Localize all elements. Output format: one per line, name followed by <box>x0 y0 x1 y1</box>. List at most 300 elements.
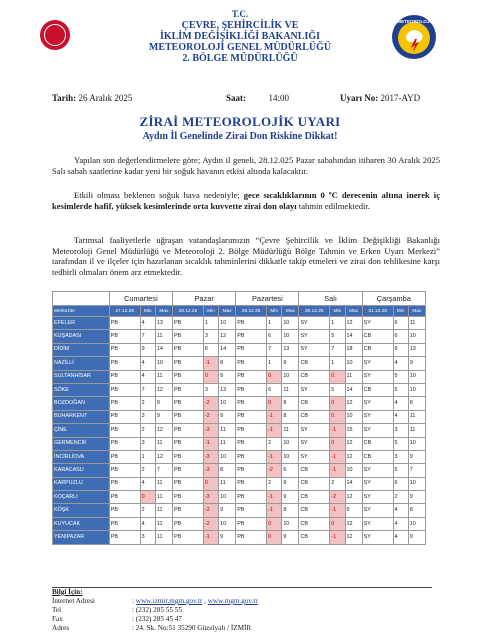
cell-max: 12 <box>345 397 362 410</box>
cell-min: 6 <box>393 317 408 330</box>
max-header: Max <box>155 306 172 317</box>
cell-event: PB <box>236 317 267 330</box>
cell-max: 10 <box>282 330 299 343</box>
cell-event: PB <box>173 357 204 370</box>
cell-min: 1 <box>330 317 345 330</box>
cell-event: PB <box>173 317 204 330</box>
table-row <box>53 397 426 410</box>
cell-event: SY <box>362 477 393 490</box>
cell-min: 2 <box>140 504 155 517</box>
colon: : <box>132 615 134 623</box>
cell-min: 3 <box>140 410 155 423</box>
cell-min: -2 <box>203 504 218 517</box>
cell-min: 4 <box>393 504 408 517</box>
date-value: 26 Aralık 2025 <box>78 93 133 103</box>
cell-event: PB <box>173 450 204 463</box>
cell-min: 6 <box>203 343 218 356</box>
link-mgm[interactable]: www.mgm.gov.tr <box>207 597 258 605</box>
cell-event: PB <box>109 383 140 396</box>
cell-max: 10 <box>282 370 299 383</box>
cell-min: -1 <box>330 531 345 544</box>
cell-max: 13 <box>155 317 172 330</box>
cell-event: PB <box>173 531 204 544</box>
cell-event: CB <box>299 477 330 490</box>
cell-max: 11 <box>155 437 172 450</box>
cell-event: SY <box>362 517 393 530</box>
cell-min: 0 <box>330 410 345 423</box>
cell-max: 6 <box>282 464 299 477</box>
cell-event: PB <box>173 330 204 343</box>
cell-min: 9 <box>140 343 155 356</box>
cell-max: 12 <box>345 437 362 450</box>
date-header: 30.12.25 <box>299 306 330 317</box>
min-header: Min <box>330 306 345 317</box>
cell-event: SY <box>362 424 393 437</box>
cell-min: -1 <box>330 450 345 463</box>
paragraph-2-text-c: tahmin edilmektedir. <box>296 200 370 211</box>
district-name: KARPUZLU <box>53 477 110 490</box>
day-header: Pazar <box>173 292 236 306</box>
cell-min: 0 <box>330 517 345 530</box>
cell-max: 10 <box>219 450 236 463</box>
cell-event: PB <box>109 370 140 383</box>
cell-max: 11 <box>219 437 236 450</box>
paragraph-2-text-a: Etkili olması beklenen soğuk hava nedeniyle; <box>74 190 244 200</box>
cell-min: 4 <box>393 397 408 410</box>
cell-max: 10 <box>408 370 425 383</box>
cell-min: 4 <box>140 370 155 383</box>
table-row <box>53 464 426 477</box>
letterhead-directorate: METEOROLOJİ GENEL MÜDÜRLÜĞÜ <box>148 42 332 53</box>
cell-min: -1 <box>203 437 218 450</box>
cell-max: 11 <box>408 410 425 423</box>
cell-max: 10 <box>219 491 236 504</box>
colon: : <box>132 606 134 614</box>
cell-max: 11 <box>155 504 172 517</box>
address-value: 24. Sk. No:51 35290 Güzelyalı / İZMİR <box>135 624 252 632</box>
cell-min: -1 <box>330 464 345 477</box>
cell-max: 10 <box>219 517 236 530</box>
cell-max: 9 <box>282 531 299 544</box>
cell-max: 12 <box>155 424 172 437</box>
cell-min: 7 <box>140 383 155 396</box>
cell-max: 7 <box>408 464 425 477</box>
cell-event: PB <box>173 477 204 490</box>
cell-max: 11 <box>155 517 172 530</box>
cell-min: 0 <box>330 437 345 450</box>
cell-max: 11 <box>408 424 425 437</box>
warning-no-label: Uyarı No: <box>340 93 379 103</box>
cell-event: PB <box>109 450 140 463</box>
cell-event: PB <box>236 330 267 343</box>
district-name: SULTANHİSAR <box>53 370 110 383</box>
cell-max: 8 <box>408 397 425 410</box>
cell-min: 4 <box>140 517 155 530</box>
letterhead-region: 2. BÖLGE MÜDÜRLÜĞÜ <box>182 53 298 64</box>
cell-max: 10 <box>408 477 425 490</box>
cell-event: PB <box>236 383 267 396</box>
cell-min: 1 <box>267 357 282 370</box>
cell-min: 2 <box>267 437 282 450</box>
table-row <box>53 343 426 356</box>
max-header: Max <box>282 306 299 317</box>
cell-event: PB <box>173 383 204 396</box>
cell-max: 11 <box>155 330 172 343</box>
cell-min: 2 <box>330 477 345 490</box>
cell-min: -3 <box>203 424 218 437</box>
date-header: 28.12.25 <box>173 306 204 317</box>
cell-event: PB <box>109 343 140 356</box>
cell-min: 1 <box>267 317 282 330</box>
cell-min: 5 <box>393 383 408 396</box>
cell-min: 6 <box>267 330 282 343</box>
cell-event: CB <box>299 517 330 530</box>
district-name: BUHARKENT <box>53 410 110 423</box>
table-row <box>53 383 426 396</box>
table-corner <box>53 292 110 306</box>
cell-min: 3 <box>203 330 218 343</box>
cell-event: PB <box>236 491 267 504</box>
letterhead-tc: T.C. <box>231 9 249 19</box>
warning-no-value: 2017-AYD <box>380 93 421 103</box>
district-name: NAZİLLİ <box>53 357 110 370</box>
cell-max: 7 <box>155 464 172 477</box>
footer-internet <box>52 597 258 605</box>
district-name: İNCİRLİOVA <box>53 450 110 463</box>
date-header: 27.12.25 <box>109 306 140 317</box>
link-separator: , <box>202 597 208 605</box>
cell-min: 7 <box>140 330 155 343</box>
cell-min: 7 <box>267 343 282 356</box>
cell-event: PB <box>173 491 204 504</box>
table-row <box>53 531 426 544</box>
cell-min: 7 <box>330 343 345 356</box>
table-row <box>53 504 426 517</box>
table-row <box>53 491 426 504</box>
address-label: Adres <box>52 624 70 632</box>
district-name: GERMENCİK <box>53 437 110 450</box>
cell-min: -1 <box>203 357 218 370</box>
cell-max: 9 <box>345 504 362 517</box>
paragraph-3 <box>52 235 440 277</box>
cell-min: -3 <box>203 464 218 477</box>
cell-max: 12 <box>219 330 236 343</box>
cell-event: PB <box>236 343 267 356</box>
cell-event: PB <box>173 437 204 450</box>
district-name: KUYUCAK <box>53 517 110 530</box>
cell-min: 4 <box>393 517 408 530</box>
table-row <box>53 410 426 423</box>
cell-max: 8 <box>282 504 299 517</box>
internet-label: İnternet Adresi <box>52 597 95 605</box>
district-column-header: Merkezler <box>53 306 110 317</box>
cell-min: -1 <box>267 504 282 517</box>
cell-max: 11 <box>155 370 172 383</box>
cell-min: 6 <box>393 330 408 343</box>
cell-min: 4 <box>393 531 408 544</box>
day-header: Cumartesi <box>109 292 172 306</box>
cell-min: -1 <box>267 424 282 437</box>
cell-max: 9 <box>282 357 299 370</box>
cell-min: -1 <box>330 424 345 437</box>
meteorology-logo <box>391 14 437 60</box>
tel-label: Tel <box>52 606 62 614</box>
forecast-table <box>52 291 426 545</box>
cell-event: SY <box>362 357 393 370</box>
cell-max: 10 <box>219 397 236 410</box>
cell-event: PB <box>236 397 267 410</box>
cell-min: 3 <box>393 450 408 463</box>
cell-min: 4 <box>140 357 155 370</box>
table-row <box>53 424 426 437</box>
day-header: Salı <box>299 292 362 306</box>
district-name: KÖŞK <box>53 504 110 517</box>
colon: : <box>132 624 134 632</box>
cell-min: 0 <box>203 370 218 383</box>
paragraph-1-text: Yapılan son değerlendirmelere göre; Aydın il geneli, 28.12.025 Pazar sabahından itibaren 30 Aralık 2025 Salı sabah saatlerine kadar yeni bir soğuk havanın etkisi altında kalacaktır. <box>52 155 440 176</box>
cell-event: PB <box>173 370 204 383</box>
table-row <box>53 450 426 463</box>
cell-min: 2 <box>140 424 155 437</box>
table-subheader-row <box>53 306 426 317</box>
cell-min: 4 <box>140 317 155 330</box>
cell-max: 11 <box>219 424 236 437</box>
cell-min: -2 <box>330 491 345 504</box>
district-name: YENİPAZAR <box>53 531 110 544</box>
cell-event: CB <box>362 330 393 343</box>
cell-event: SY <box>299 450 330 463</box>
cell-min: 6 <box>267 383 282 396</box>
footer-heading: Bilgi İçin: <box>52 588 83 596</box>
paragraph-1 <box>52 155 440 176</box>
forecast-table-body <box>53 317 426 545</box>
document-title: ZİRAİ METEOROLOJİK UYARI <box>139 114 341 129</box>
cell-min: 4 <box>393 357 408 370</box>
cell-max: 11 <box>408 317 425 330</box>
day-header: Pazartesi <box>236 292 299 306</box>
district-name: KUŞADASI <box>53 330 110 343</box>
cell-event: PB <box>236 410 267 423</box>
document-subtitle: Aydın İl Genelinde Zirai Don Riskine Dikkat! <box>142 131 338 142</box>
cell-max: 10 <box>219 317 236 330</box>
time-field <box>226 93 289 103</box>
cell-max: 9 <box>219 370 236 383</box>
cell-event: PB <box>173 504 204 517</box>
cell-event: PB <box>173 464 204 477</box>
cell-max: 10 <box>345 357 362 370</box>
cell-min: 3 <box>140 437 155 450</box>
cell-max: 11 <box>155 477 172 490</box>
cell-event: SY <box>299 424 330 437</box>
cell-max: 12 <box>345 450 362 463</box>
cell-max: 10 <box>345 410 362 423</box>
cell-max: 14 <box>345 330 362 343</box>
cell-min: 1 <box>203 317 218 330</box>
cell-event: CB <box>299 370 330 383</box>
cell-max: 10 <box>345 464 362 477</box>
cell-max: 11 <box>345 370 362 383</box>
date-header: 29.12.25 <box>236 306 267 317</box>
cell-max: 12 <box>155 450 172 463</box>
cell-max: 10 <box>408 330 425 343</box>
min-header: Min <box>393 306 408 317</box>
cell-event: SY <box>299 330 330 343</box>
cell-max: 13 <box>408 343 425 356</box>
tel-value: (232) 285 55 55 <box>135 606 182 614</box>
cell-max: 9 <box>282 491 299 504</box>
cell-event: CB <box>299 357 330 370</box>
max-header: Max <box>345 306 362 317</box>
cell-min: 0 <box>267 531 282 544</box>
cell-min: 5 <box>393 464 408 477</box>
cell-min: 3 <box>203 383 218 396</box>
cell-min: 0 <box>267 370 282 383</box>
cell-min: 4 <box>393 410 408 423</box>
cell-event: PB <box>236 370 267 383</box>
cell-min: 0 <box>203 477 218 490</box>
cell-min: 2 <box>140 464 155 477</box>
time-label: Saat: <box>226 93 246 103</box>
cell-max: 13 <box>219 383 236 396</box>
max-header: Max <box>219 306 236 317</box>
letterhead-ministry-2: İKLİM DEĞİŞİKLİĞİ BAKANLIĞI <box>159 31 321 42</box>
cell-min: 4 <box>140 477 155 490</box>
cell-max: 9 <box>408 531 425 544</box>
cell-event: CB <box>362 383 393 396</box>
cell-min: 0 <box>140 491 155 504</box>
cell-event: PB <box>236 517 267 530</box>
cell-max: 9 <box>408 450 425 463</box>
letterhead-ministry-1: ÇEVRE, ŞEHİRCİLİK VE <box>181 20 299 31</box>
cell-event: CB <box>299 464 330 477</box>
cell-event: PB <box>109 504 140 517</box>
max-header: Max <box>408 306 425 317</box>
cell-event: PB <box>236 477 267 490</box>
link-izmir-mgm[interactable]: www.izmir.mgm.gov.tr <box>135 597 203 605</box>
cell-event: PB <box>173 424 204 437</box>
cell-event: CB <box>362 343 393 356</box>
cell-max: 18 <box>345 343 362 356</box>
cell-max: 12 <box>155 383 172 396</box>
cell-max: 8 <box>408 504 425 517</box>
cell-event: PB <box>109 464 140 477</box>
cell-max: 12 <box>345 317 362 330</box>
cell-event: PB <box>236 437 267 450</box>
cell-event: PB <box>236 450 267 463</box>
meteorology-logo-text: METEOROLOJİ <box>397 19 431 24</box>
cell-event: SY <box>299 317 330 330</box>
cell-min: 5 <box>330 330 345 343</box>
warning-no-field <box>340 93 420 103</box>
cell-event: PB <box>109 357 140 370</box>
cell-event: SY <box>362 370 393 383</box>
cell-event: PB <box>236 357 267 370</box>
table-row <box>53 317 426 330</box>
cell-event: SY <box>362 410 393 423</box>
cell-min: 0 <box>267 517 282 530</box>
table-row <box>53 330 426 343</box>
cell-min: 2 <box>140 397 155 410</box>
cell-max: 12 <box>345 531 362 544</box>
letterhead <box>110 9 370 64</box>
cell-max: 9 <box>219 531 236 544</box>
cell-min: 6 <box>393 477 408 490</box>
cell-event: PB <box>173 410 204 423</box>
cell-max: 9 <box>408 357 425 370</box>
cell-event: PB <box>109 424 140 437</box>
cell-min: -1 <box>203 531 218 544</box>
cell-event: PB <box>236 464 267 477</box>
district-name: EFELER <box>53 317 110 330</box>
cell-max: 14 <box>219 343 236 356</box>
cell-max: 9 <box>282 477 299 490</box>
cell-event: SY <box>299 343 330 356</box>
cell-min: -1 <box>267 410 282 423</box>
cell-max: 9 <box>219 504 236 517</box>
cell-min: 2 <box>393 491 408 504</box>
min-header: Min <box>267 306 282 317</box>
cell-event: SY <box>299 437 330 450</box>
table-row <box>53 357 426 370</box>
min-header: Min <box>140 306 155 317</box>
cell-event: SY <box>362 317 393 330</box>
district-name: ÇİNE <box>53 424 110 437</box>
cell-min: 3 <box>393 424 408 437</box>
cell-max: 9 <box>408 491 425 504</box>
cell-event: PB <box>109 437 140 450</box>
cell-max: 8 <box>219 357 236 370</box>
cell-event: PB <box>173 517 204 530</box>
cell-event: PB <box>236 504 267 517</box>
cell-max: 10 <box>282 517 299 530</box>
cell-min: 5 <box>330 383 345 396</box>
fax-label: Fax <box>52 615 63 623</box>
cell-event: SY <box>362 504 393 517</box>
cell-min: -3 <box>203 450 218 463</box>
table-row <box>53 437 426 450</box>
cell-min: 9 <box>393 343 408 356</box>
cell-event: CB <box>299 491 330 504</box>
cell-max: 14 <box>155 343 172 356</box>
cell-max: 15 <box>345 424 362 437</box>
cell-max: 9 <box>155 397 172 410</box>
colon: : <box>132 597 134 605</box>
cell-event: PB <box>109 477 140 490</box>
cell-max: 11 <box>155 531 172 544</box>
cell-max: 10 <box>282 317 299 330</box>
cell-event: PB <box>173 397 204 410</box>
district-name: KARACASU <box>53 464 110 477</box>
cell-min: -2 <box>267 464 282 477</box>
cell-event: SY <box>362 464 393 477</box>
cell-max: 10 <box>408 517 425 530</box>
table-days-row <box>53 292 426 306</box>
cell-max: 10 <box>282 450 299 463</box>
cell-max: 10 <box>408 437 425 450</box>
footer-address <box>52 624 251 632</box>
cell-min: -1 <box>267 491 282 504</box>
cell-event: SY <box>299 383 330 396</box>
district-name: BOZDOĞAN <box>53 397 110 410</box>
cell-max: 10 <box>408 383 425 396</box>
cell-min: -2 <box>203 517 218 530</box>
cell-event: CB <box>362 450 393 463</box>
cell-max: 11 <box>282 424 299 437</box>
cell-max: 9 <box>219 410 236 423</box>
cell-event: SY <box>362 397 393 410</box>
date-field <box>52 93 132 103</box>
cell-min: -2 <box>203 410 218 423</box>
